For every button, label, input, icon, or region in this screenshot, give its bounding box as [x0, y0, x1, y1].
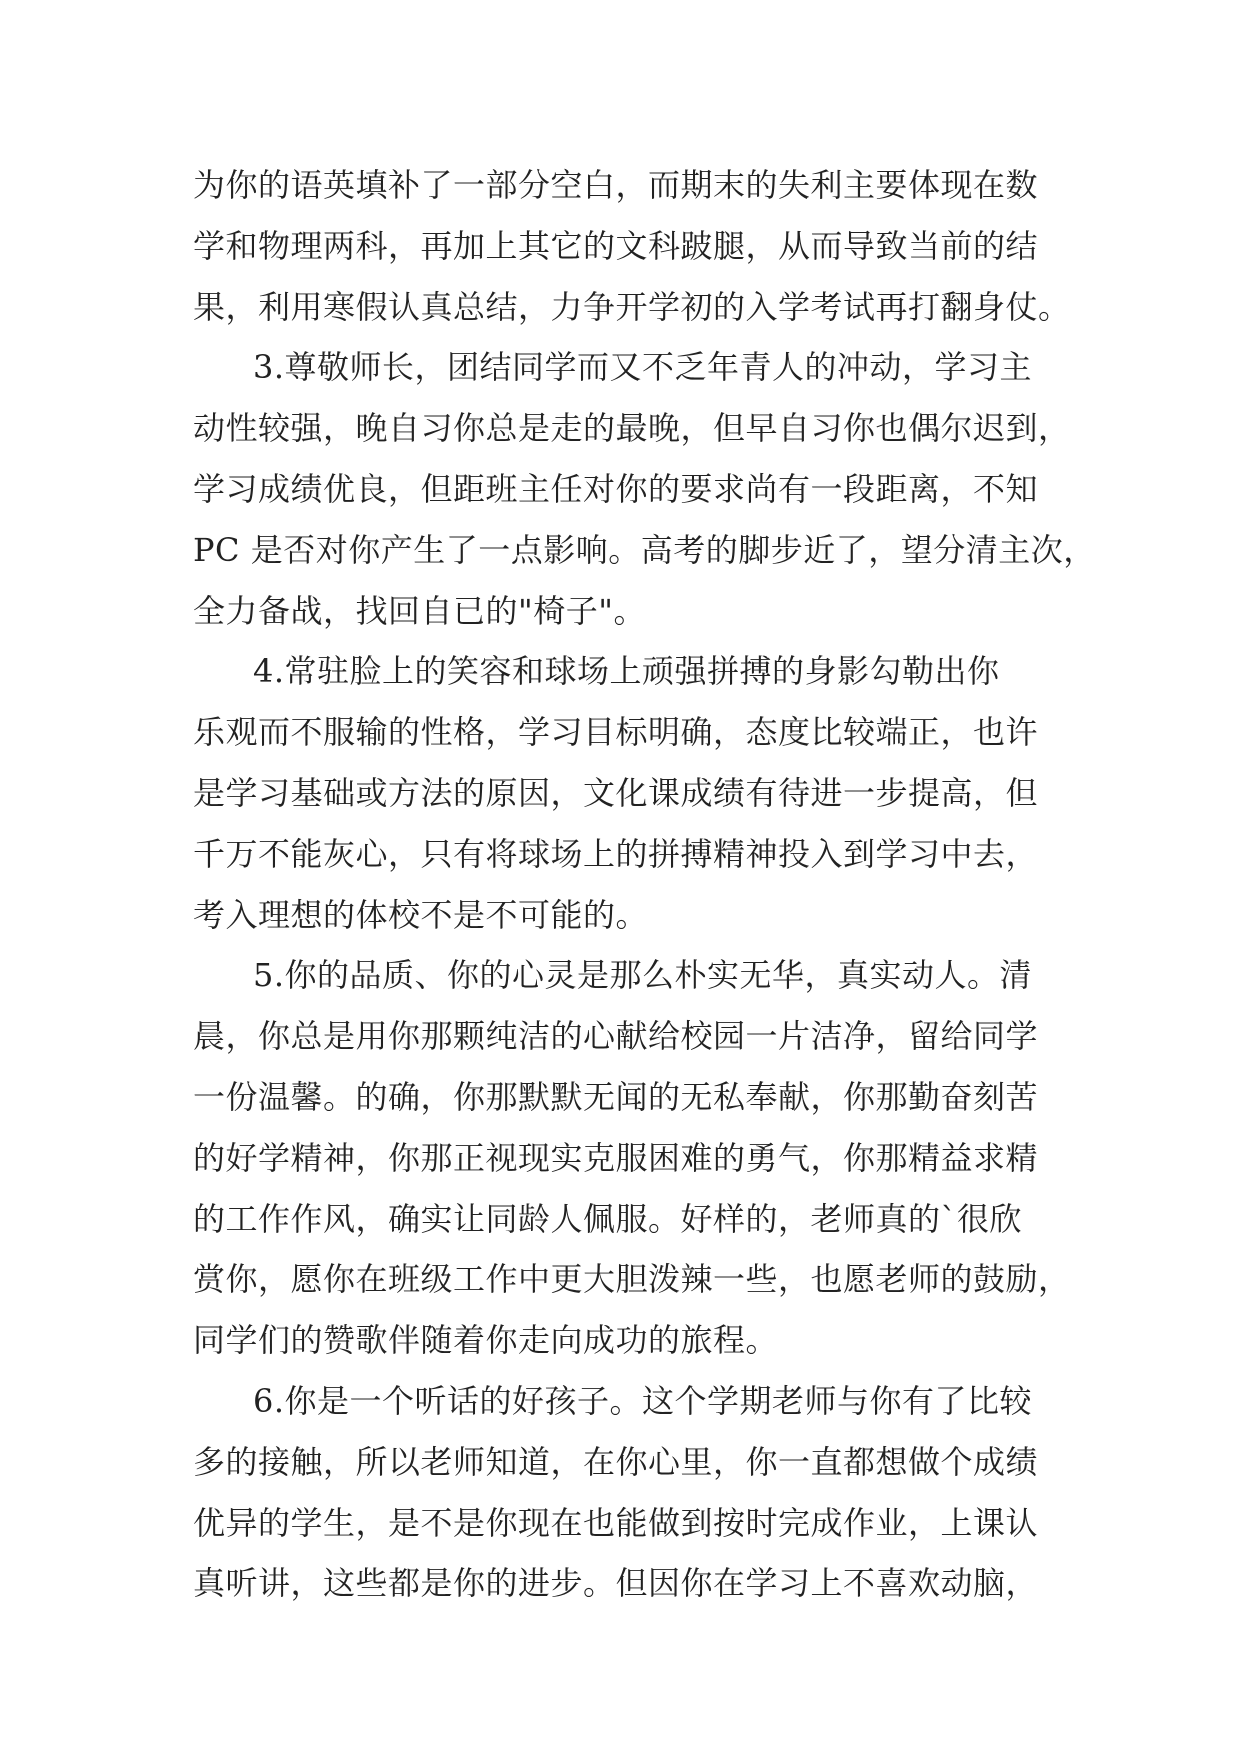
- text-line: 全力备战，找回自已的"椅子"。: [193, 591, 646, 630]
- text-line: 的工作作风，确实让同龄人佩服。好样的，老师真的`很欣: [193, 1199, 1023, 1238]
- text-line: 优异的学生，是不是你现在也能做到按时完成作业，上课认: [193, 1503, 1039, 1542]
- text-line: 果，利用寒假认真总结，力争开学初的入学考试再打翻身仗。: [193, 287, 1071, 326]
- text-line: 的好学精神，你那正视现实克服困难的勇气，你那精益求精: [193, 1138, 1039, 1177]
- paragraph-5-start: 5.你的品质、你的心灵是那么朴实无华，真实动人。清: [253, 956, 1033, 995]
- text-line: 千万不能灰心，只有将球场上的拼搏精神投入到学习中去，: [193, 834, 1039, 873]
- text-line: PC 是否对你产生了一点影响。高考的脚步近了，望分清主次，: [193, 530, 1096, 569]
- paragraph-6-start: 6.你是一个听话的好孩子。这个学期老师与你有了比较: [253, 1381, 1033, 1420]
- text-line: 乐观而不服输的性格，学习目标明确，态度比较端正，也许: [193, 713, 1039, 752]
- text-line: 为你的语英填补了一部分空白，而期末的失利主要体现在数: [193, 166, 1039, 204]
- text-line: 学习成绩优良，但距班主任对你的要求尚有一段距离，不知: [193, 469, 1039, 508]
- text-line: 学和物理两科，再加上其它的文科跛腿，从而导致当前的结: [193, 226, 1039, 265]
- text-line: 考入理想的体校不是不可能的。: [193, 895, 649, 934]
- text-line: 动性较强，晚自习你总是走的最晚，但早自习你也偶尔迟到，: [193, 409, 1071, 448]
- paragraph-3-start: 3.尊敬师长，团结同学而又不乏年青人的冲动，学习主: [253, 348, 1033, 387]
- text-line: 多的接触，所以老师知道，在你心里，你一直都想做个成绩: [193, 1442, 1039, 1481]
- text-line: 赏你，愿你在班级工作中更大胆泼辣一些，也愿老师的鼓励，: [193, 1260, 1071, 1299]
- paragraph-4-start: 4.常驻脸上的笑容和球场上顽强拼搏的身影勾勒出你: [253, 652, 1000, 691]
- document-body: [193, 155, 1096, 1614]
- text-line: 一份温馨。的确，你那默默无闻的无私奉献，你那勤奋刻苦: [193, 1077, 1039, 1116]
- text-line: 同学们的赞歌伴随着你走向成功的旅程。: [193, 1321, 779, 1360]
- text-line: 晨，你总是用你那颗纯洁的心献给校园一片洁净，留给同学: [193, 1017, 1039, 1056]
- text-line: 是学习基础或方法的原因，文化课成绩有待进一步提高，但: [193, 773, 1039, 812]
- text-line: 真听讲，这些都是你的进步。但因你在学习上不喜欢动脑，: [193, 1564, 1039, 1603]
